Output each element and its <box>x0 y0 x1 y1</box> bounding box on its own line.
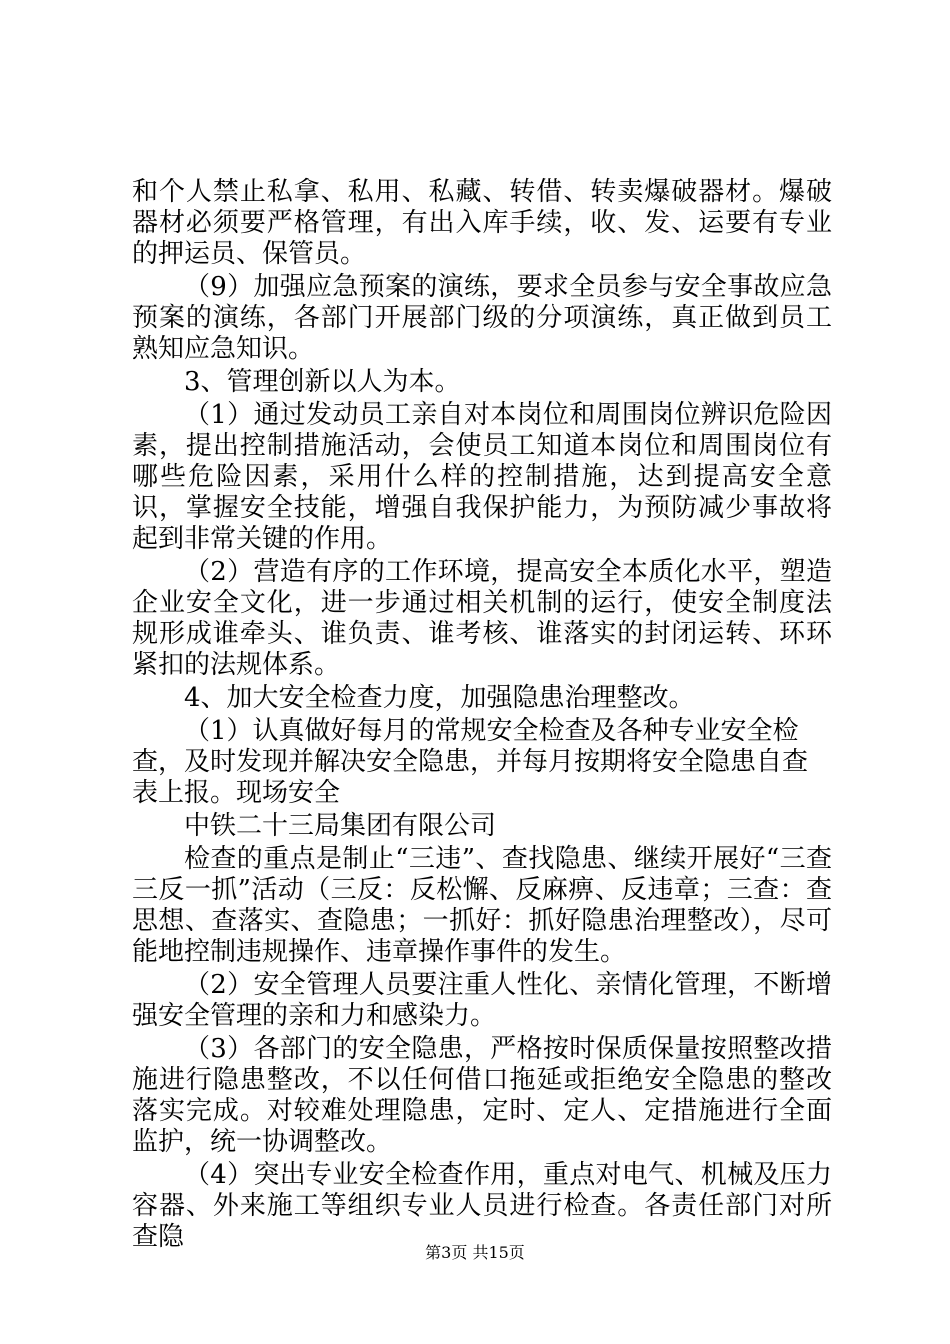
page-number-footer: 第3页 共15页 <box>425 1243 525 1262</box>
section-heading-3: 3、管理创新以人为本。 <box>184 367 461 397</box>
paragraph-12: （4）突出专业安全检查作用，重点对电气、机械及压力容器、外来施工等组织专业人员进行检查。各责任部门对所查隐 <box>132 1160 832 1252</box>
paragraph-11: （3）各部门的安全隐患，严格按时保质保量按照整改措施进行隐患整改，不以任何借口拖延或拒绝安全隐患的整改落实完成。对较难处理隐患，定时、定人、定措施进行全面监护，统一协调整改。 <box>132 1034 832 1157</box>
paragraph-1: 和个人禁止私拿、私用、私藏、转借、转卖爆破器材。爆破器材必须要严格管理，有出入库手续，收、发、运要有专业的押运员、保管员。 <box>132 177 832 269</box>
document-body <box>132 177 832 1255</box>
paragraph-2: （9）加强应急预案的演练，要求全员参与安全事故应急预案的演练，各部门开展部门级的分项演练，真正做到员工熟知应急知识。 <box>132 272 832 364</box>
section-heading-4: 4、加大安全检查力度，加强隐患治理整改。 <box>184 683 695 713</box>
paragraph-4: （1）通过发动员工亲自对本岗位和周围岗位辨识危险因素，提出控制措施活动，会使员工知道本岗位和周围岗位有哪些危险因素，采用什么样的控制措施，达到提高安全意识，掌握安全技能，增强自我保护能力，为预防减少事故将起到非常关键的作用。 <box>132 400 832 554</box>
paragraph-10: （2）安全管理人员要注重人性化、亲情化管理，不断增强安全管理的亲和力和感染力。 <box>132 970 832 1031</box>
paragraph-7: （1）认真做好每月的常规安全检查及各种专业安全检查，及时发现并解决安全隐患，并每月按期将安全隐患自查表上报。现场安全 <box>132 716 809 808</box>
paragraph-9: 检查的重点是制止“三违”、查找隐患、继续开展好“三查三反一抓”活动（三反：反松懈、反麻痹、反违章；三查：查思想、查落实、查隐患；一抓好：抓好隐患治理整改），尽可能地控制违规操作、违章操作事件的发生。 <box>132 844 832 967</box>
company-name: 中铁二十三局集团有限公司 <box>184 811 497 841</box>
paragraph-5: （2）营造有序的工作环境，提高安全本质化水平，塑造企业安全文化，进一步通过相关机制的运行，使安全制度法规形成谁牵头、谁负责、谁考核、谁落实的封闭运转、环环紧扣的法规体系。 <box>132 557 832 680</box>
